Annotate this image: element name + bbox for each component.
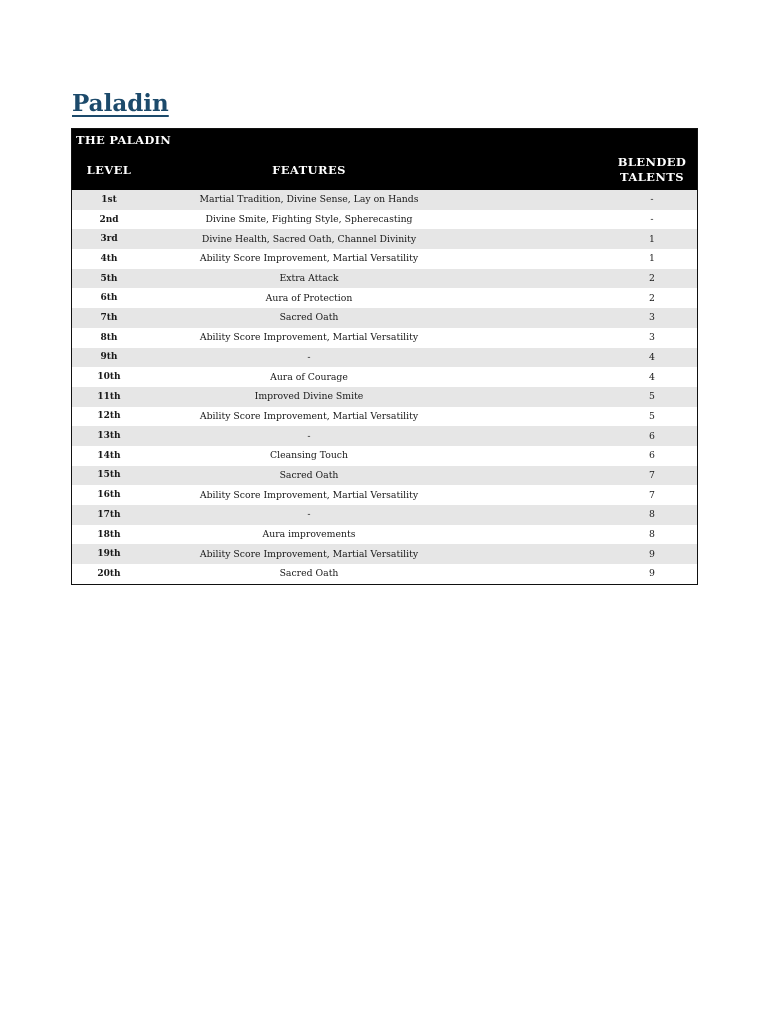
cell-blended-talents: 2 — [649, 273, 655, 285]
cell-level: 11th — [97, 391, 121, 402]
cell-level: 16th — [97, 490, 121, 501]
cell-features: Divine Smite, Fighting Style, Spherecasting — [205, 214, 413, 226]
cell-features: Sacred Oath — [279, 568, 339, 580]
cell-blended-talents: 8 — [649, 509, 655, 521]
cell-features: Cleansing Touch — [269, 450, 348, 462]
cell-blended-talents: 5 — [649, 391, 655, 403]
cell-level: 6th — [100, 293, 118, 304]
table-row — [72, 564, 697, 584]
cell-level: 14th — [97, 450, 121, 461]
cell-features: Ability Score Improvement, Martial Versatility — [199, 548, 419, 560]
cell-blended-talents: 5 — [649, 410, 655, 422]
cell-blended-talents: - — [650, 214, 654, 226]
table-row — [72, 525, 697, 545]
cell-features: Ability Score Improvement, Martial Versatility — [199, 489, 419, 501]
cell-level: 12th — [97, 411, 121, 422]
cell-blended-talents: 1 — [649, 233, 655, 245]
cell-level: 20th — [97, 568, 121, 579]
cell-blended-talents: 8 — [649, 529, 655, 541]
column-header-level: LEVEL — [86, 163, 132, 177]
cell-blended-talents: 4 — [649, 371, 655, 383]
cell-level: 8th — [100, 332, 118, 343]
table-row — [72, 348, 697, 368]
table-row — [72, 407, 697, 427]
cell-features: Aura improvements — [262, 529, 356, 541]
cell-level: 15th — [97, 470, 121, 481]
cell-features: Martial Tradition, Divine Sense, Lay on Hands — [199, 194, 419, 206]
cell-features: Sacred Oath — [279, 469, 339, 481]
cell-features: Divine Health, Sacred Oath, Channel Divinity — [201, 233, 417, 245]
cell-level: 2nd — [99, 214, 119, 225]
table-row — [72, 544, 697, 564]
table-row — [72, 269, 697, 289]
table-row — [72, 387, 697, 407]
cell-blended-talents: 2 — [649, 292, 655, 304]
cell-blended-talents: 7 — [649, 469, 655, 481]
column-header-features: FEATURES — [272, 163, 346, 177]
cell-level: 13th — [97, 431, 121, 442]
column-header-blended-talents — [608, 155, 696, 185]
cell-features: Ability Score Improvement, Martial Versatility — [199, 410, 419, 422]
table-row — [72, 288, 697, 308]
cell-level: 3rd — [100, 234, 118, 245]
table-row — [72, 446, 697, 466]
cell-blended-talents: 7 — [649, 489, 655, 501]
cell-level: 4th — [100, 253, 118, 264]
cell-level: 5th — [100, 273, 118, 284]
cell-blended-talents: 6 — [649, 430, 655, 442]
cell-level: 1st — [101, 194, 117, 205]
cell-level: 17th — [97, 509, 121, 520]
table-body — [72, 190, 697, 584]
cell-features: Ability Score Improvement, Martial Versatility — [199, 253, 419, 265]
table-row — [72, 328, 697, 348]
cell-blended-talents: 6 — [649, 450, 655, 462]
paladin-class-table — [71, 128, 698, 585]
table-row — [72, 229, 697, 249]
table-row — [72, 466, 697, 486]
table-row — [72, 426, 697, 446]
cell-level: 18th — [97, 529, 121, 540]
cell-level: 7th — [100, 312, 118, 323]
cell-blended-talents: 9 — [649, 548, 655, 560]
table-row — [72, 367, 697, 387]
cell-blended-talents: 3 — [649, 332, 655, 344]
cell-features: - — [307, 430, 311, 442]
cell-blended-talents: - — [650, 194, 654, 206]
table-row — [72, 505, 697, 525]
cell-blended-talents: 4 — [649, 351, 655, 363]
table-header — [72, 129, 697, 190]
cell-level: 19th — [97, 549, 121, 560]
cell-blended-talents: 3 — [649, 312, 655, 324]
cell-features: Aura of Protection — [265, 292, 353, 304]
column-header-talents-line1: BLENDED — [617, 155, 687, 169]
table-row — [72, 485, 697, 505]
cell-features: Ability Score Improvement, Martial Versatility — [199, 332, 419, 344]
page-title: Paladin — [72, 90, 169, 117]
table-caption: THE PALADIN — [76, 133, 172, 147]
cell-features: - — [307, 509, 311, 521]
cell-blended-talents: 1 — [649, 253, 655, 265]
cell-features: Improved Divine Smite — [254, 391, 364, 403]
cell-level: 10th — [97, 372, 121, 383]
cell-features: Aura of Courage — [270, 371, 348, 383]
table-row — [72, 308, 697, 328]
column-header-talents-line2: TALENTS — [620, 170, 684, 184]
cell-features: Extra Attack — [279, 273, 339, 285]
table-row — [72, 190, 697, 210]
cell-level: 9th — [100, 352, 118, 363]
cell-features: - — [307, 351, 311, 363]
cell-blended-talents: 9 — [649, 568, 655, 580]
table-row — [72, 249, 697, 269]
table-row — [72, 210, 697, 230]
cell-features: Sacred Oath — [279, 312, 339, 324]
